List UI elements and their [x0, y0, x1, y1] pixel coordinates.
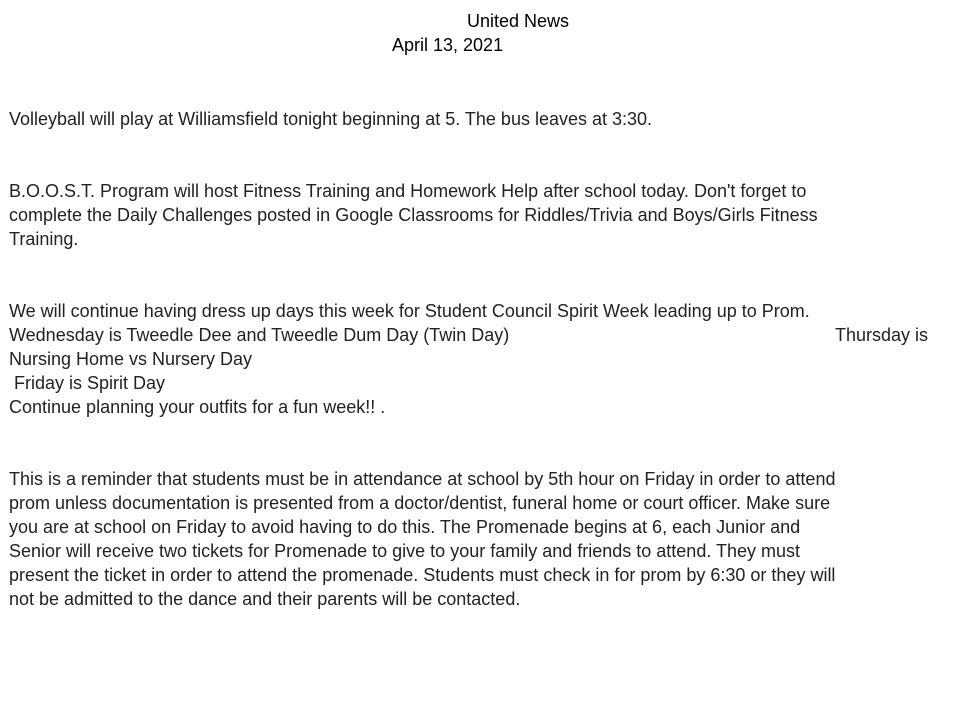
prom-reminder-announcement — [9, 467, 953, 611]
spirit-week-closing: Continue planning your outfits for a fun week!! . — [9, 397, 386, 417]
boost-line-1: B.O.O.S.T. Program will host Fitness Training and Homework Help after school today. Don't forget to — [9, 181, 807, 201]
wednesday-thursday-line — [9, 323, 928, 347]
friday-day: Friday is Spirit Day — [9, 373, 166, 393]
spirit-week-announcement — [9, 299, 953, 419]
thursday-day-start: Thursday is — [834, 325, 928, 345]
prom-reminder-line-4: Senior will receive two tickets for Promenade to give to your family and friends to attend. They must — [9, 541, 801, 561]
boost-line-3: Training. — [9, 229, 79, 249]
boost-line-2: complete the Daily Challenges posted in Google Classrooms for Riddles/Trivia and Boys/Girls Fitness — [9, 205, 818, 225]
prom-reminder-line-6: not be admitted to the dance and their parents will be contacted. — [9, 589, 521, 609]
newsletter-date: April 13, 2021 — [392, 35, 504, 55]
volleyball-announcement — [9, 107, 953, 131]
prom-reminder-line-5: present the ticket in order to attend the promenade. Students must check in for prom by 6:30 or they will — [9, 565, 836, 585]
prom-reminder-line-1: This is a reminder that students must be in attendance at school by 5th hour on Friday in order to attend — [9, 469, 836, 489]
wednesday-day: Wednesday is Tweedle Dee and Tweedle Dum Day (Twin Day) — [9, 325, 510, 345]
volleyball-text: Volleyball will play at Williamsfield tonight beginning at 5. The bus leaves at 3:30. — [9, 109, 653, 129]
boost-announcement — [9, 179, 953, 251]
prom-reminder-line-3: you are at school on Friday to avoid having to do this. The Promenade begins at 6, each Junior and — [9, 517, 801, 537]
newsletter-title: United News — [467, 11, 570, 31]
thursday-day-end: Nursing Home vs Nursery Day — [9, 349, 253, 369]
prom-reminder-line-2: prom unless documentation is presented from a doctor/dentist, funeral home or court officer. Make sure — [9, 493, 831, 513]
spirit-week-intro: We will continue having dress up days this week for Student Council Spirit Week leading up to Prom. — [9, 301, 810, 321]
